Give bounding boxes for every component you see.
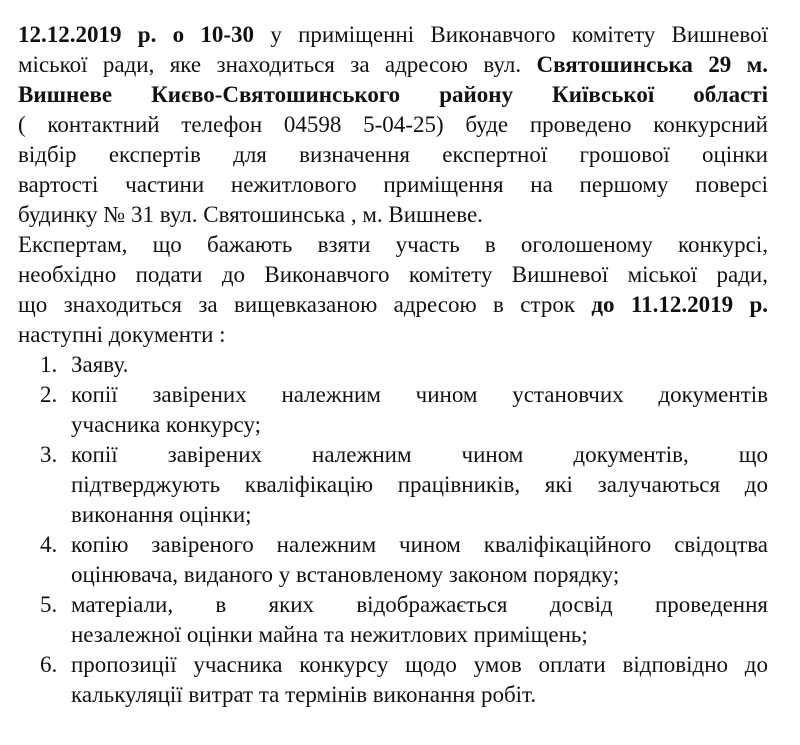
paragraph2-line3 xyxy=(18,290,768,320)
list-item-text: калькуляції витрат та термінів виконання робіт. xyxy=(71,682,537,707)
list-item-number: 5. xyxy=(40,592,58,617)
list-item-text: копії завірених належним чином установчих документів xyxy=(71,382,768,407)
address-city-region: Вишневе Києво-Святошинського району Київської області xyxy=(18,82,768,107)
paragraph1-intro: у приміщенні Виконавчого комітету Вишневої xyxy=(254,22,768,47)
list-item-number: 3. xyxy=(40,442,58,467)
list-item-number: 6. xyxy=(40,652,58,677)
paragraph2-line4: наступні документи : xyxy=(18,322,226,347)
paragraph2-line2: необхідно подати до Виконавчого комітету Вишневої міської ради, xyxy=(18,262,768,287)
paragraph2-line3-text: що знаходиться за вищевказаною адресою в строк xyxy=(18,292,592,317)
list-item-text: підтверджують кваліфікацію працівників, які залучаються до xyxy=(71,472,768,497)
meeting-date-time: 12.12.2019 р. о 10-30 xyxy=(18,22,255,47)
list-item-text: копії завірених належним чином документів, що xyxy=(71,442,768,467)
address-street: Святошинська 29 м. xyxy=(536,52,769,77)
list-item-text: копію завіреного належним чином кваліфікаційного свідоцтва xyxy=(71,532,768,557)
submission-deadline: до 11.12.2019 р. xyxy=(591,292,768,317)
list-item-text: оцінювача, виданого у встановленому законом порядку; xyxy=(71,562,620,587)
list-item-number: 1. xyxy=(40,352,58,377)
paragraph2-line1: Експертам, що бажають взяти участь в оголошеному конкурсі, xyxy=(18,232,768,257)
paragraph1-line2 xyxy=(18,50,768,80)
paragraph1-line6: вартості частини нежитлового приміщення на першому поверсі xyxy=(18,172,768,197)
paragraph1-line1 xyxy=(18,20,768,50)
list-item-text: пропозиції учасника конкурсу щодо умов оплати відповідно до xyxy=(71,652,768,677)
paragraph1-line5: відбір експертів для визначення експертної грошової оцінки xyxy=(18,142,768,167)
list-item-text: незалежної оцінки майна та нежитлових приміщень; xyxy=(71,622,588,647)
paragraph1-line2-text: міської ради, яке знаходиться за адресою вул. xyxy=(18,52,537,77)
list-item-text: виконання оцінки; xyxy=(71,502,252,527)
list-item-text: учасника конкурсу; xyxy=(71,412,262,437)
paragraph1-line4: ( контактний телефон 04598 5-04-25) буде проведено конкурсний xyxy=(18,112,768,137)
list-item-number: 2. xyxy=(40,382,58,407)
paragraph1-line7: будинку № 31 вул. Святошинська , м. Вишневе. xyxy=(18,202,483,227)
list-item-text: матеріали, в яких відображається досвід проведення xyxy=(71,592,768,617)
list-item-number: 4. xyxy=(40,532,58,557)
list-item-text: Заяву. xyxy=(71,352,129,377)
